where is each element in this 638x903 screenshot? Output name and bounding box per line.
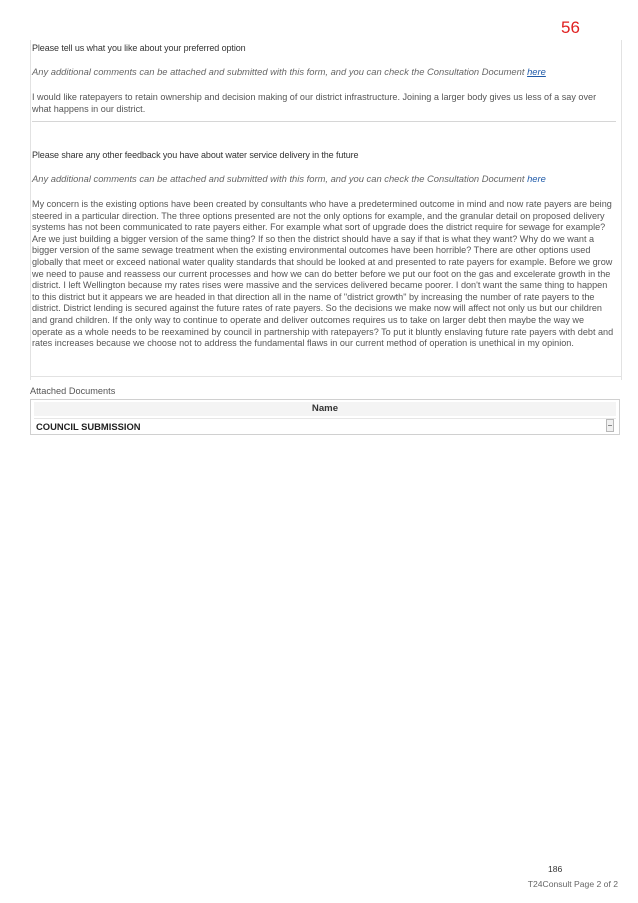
form-frame-right-border <box>621 40 622 380</box>
question-1-label <box>32 43 616 53</box>
table-header-name: Name <box>34 402 616 416</box>
question-2-answer <box>32 199 616 350</box>
section-divider <box>32 121 616 122</box>
form-frame-bottom-border <box>30 376 622 377</box>
scrollbar-grip-icon <box>608 425 612 426</box>
question-1-hint <box>32 66 616 77</box>
question-1-answer-text: I would like ratepayers to retain ownership and decision making of our district infrastructure. Joining a larger body gives us less of a say over what happens in our district. <box>32 92 597 114</box>
attached-documents-title: Attached Documents <box>30 386 116 396</box>
form-frame-left-border <box>30 40 31 380</box>
consultation-document-link-2[interactable]: here <box>527 173 546 184</box>
page-number: 56 <box>561 18 580 37</box>
question-2-answer-text: My concern is the existing options have been created by consultants who have a predetermined outcome in mind and now rate payers are being steered in a particular direction. The three options presented are not the only options for example, and the granular detail on proposed delivery systems has not been communicated to rate payers either. For example what sort of upgrade does the district require for sewage for example? Are we just building a bigger version of the same thing? If so then the district should have a say if that is what they want? Why do we want a bigger version of the same sewage treatment when the existing environmental outcomes have been horrible? There are other options used globally that meet or exceed national water quality standards that should be looked at and presented to rate payers for example. Before we grow we need to pause and reassess our current processes and how we can do better before we put our foot on the gas and excelerate growth in the district. I left Wellington because my rates rises were massive and the services delivered became poorer. I don't want the same thing to happen to this district but it appears we are headed in that direction all in the name of "district growth" by increasing the number of rate payers to the district. District lending is secured against the future rates of rate payers. So the decisions we make now will affect not only us but our children and grand children. If the only way to continue to operate and deliver outcomes requires us to take on larger debt then maybe the way we operate as a whole needs to be reexamined by council in partnership with ratepayers? To put it bluntly enslaving future rate payers with debt and rates increases because we choose not to address the fundamental flaws in our current method of operation is unethical in my opinion. <box>32 199 614 349</box>
document-number: 186 <box>548 864 563 874</box>
question-2-text: Please share any other feedback you have about water service delivery in the future <box>32 150 359 160</box>
question-2-hint <box>32 173 616 184</box>
question-2-label <box>32 150 616 160</box>
consultation-document-link-1[interactable]: here <box>527 66 546 77</box>
question-1-text: Please tell us what you like about your preferred option <box>32 43 246 53</box>
attached-documents-table <box>30 399 620 435</box>
attachment-name[interactable]: COUNCIL SUBMISSION <box>36 421 141 432</box>
question-1-hint-text: Any additional comments can be attached and submitted with this form, and you can check the Consultation Document <box>32 66 528 77</box>
question-2-hint-text: Any additional comments can be attached and submitted with this form, and you can check the Consultation Document <box>32 173 528 184</box>
table-row[interactable] <box>34 418 616 433</box>
footer-page-info: T24Consult Page 2 of 2 <box>527 879 618 889</box>
question-1-answer <box>32 92 616 115</box>
table-scrollbar[interactable] <box>606 419 614 432</box>
